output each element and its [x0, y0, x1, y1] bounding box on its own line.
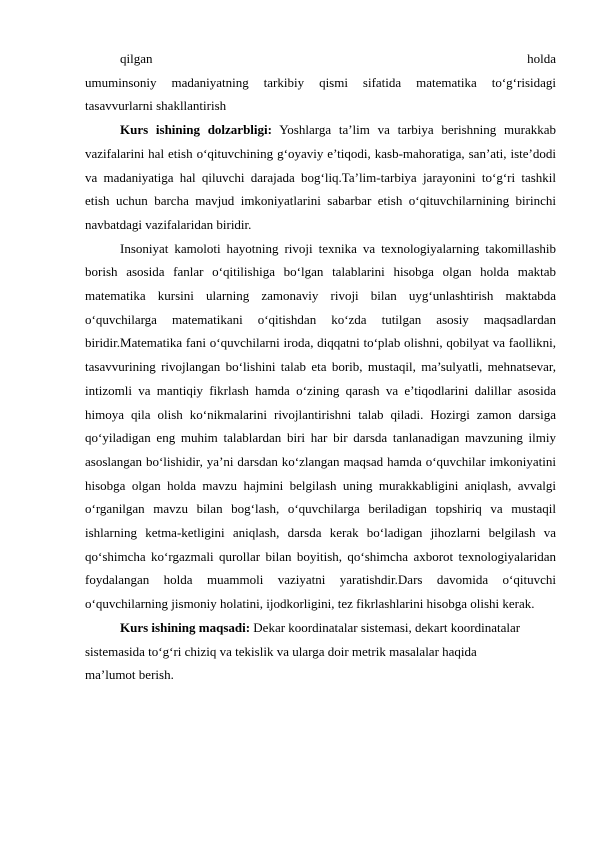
intro-word-left: qilgan — [120, 51, 153, 66]
goal-line1: Dekar koordinatalar sistemasi, dekart koordinatalar — [250, 619, 521, 635]
relevance-paragraph — [85, 118, 556, 237]
body-paragraph — [85, 237, 556, 616]
intro-paragraph — [85, 71, 556, 118]
intro-first-line — [85, 47, 556, 71]
body-text: Insoniyat kamoloti hayotning rivoji texnika va texnologiyalarning takomillashib borish asosida fanlar o‘qitilishiga bo‘lgan talablarini hisobga olgan holda maktab matematika kursini ularning zamonaviy rivoji bilan uyg‘unlashtirish maktabda o‘quvchilarga matematikani o‘qitishdan ko‘zda tutilgan asosiy maqsadlardan biridir.Matematika fani o‘quvchilarni iroda, diqqatni to‘plab olishni, qobilyat va faollikni, tasavvurining rivojlangan bo‘lishini talab eta borib, mustaqil, ma’sulyatli, mehnatsevar, intizomli va mantiqiy fikrlash hamda o‘zining qarash va e’tiqodlarini dalillar asosida himoya qila olish ko‘nikmalarini rivojlantirishni talab qiladi. Hozirgi zamon darsiga qo‘yiladigan eng muhim talablardan biri har bir darsda tanlanadigan mavzuning ilmiy asoslangan bo‘lishidir, ya’ni darsdan ko‘zlangan maqsad hamda o‘quvchilar imkoniyatini hisobga olgan holda mavzu hajmini belgilash uning murakkabligini aniqlash, avvalgi o‘rganilgan mavzu bilan bog‘lash, o‘quvchilarga beriladigan topshiriq va mustaqil ishlarning ketma-ketligini aniqlash, darsda kerak bo‘ladigan jihozlarni belgilash va qo‘shimcha ko‘rgazmali qurollar bilan boyitish, qo‘shimcha axborot texnologiyalaridan foydalangan holda muammoli vaziyatni yaratishdir.Dars davomida o‘qituvchi o‘quvchilarning jismoniy holatini, ijodkorligini, tez fikrlashlarini hisobga olishi kerak. — [85, 240, 556, 612]
relevance-heading: Kurs ishining dolzarbligi: — [120, 122, 272, 138]
goal-line2: sistemasida to‘g‘ri chiziq va tekislik va ularga doir metrik masalalar haqida — [85, 643, 477, 659]
goal-heading: Kurs ishining maqsadi: — [120, 619, 251, 635]
document-page — [85, 47, 556, 687]
intro-rest: umuminsoniy madaniyatning tarkibiy qismi sifatida matematika to‘g‘risidagi tasavvurlarni shakllantirish — [85, 74, 556, 114]
intro-word-right: holda — [527, 51, 556, 66]
relevance-text: Yoshlarga ta’lim va tarbiya berishning murakkab vazifalarini hal etish o‘qituvchining g‘oyaviy e’tiqodi, kasb-mahoratiga, san’ati, iste’dodi va madaniyatiga hal qiluvchi darajada bog‘liq.Ta’lim-tarbiya jarayonini to‘g‘ri tashkil etish uchun barcha mavjud imkoniyatlarini sabarbar etish o‘qituvchilarnining birinchi navbatdagi vazifalaridan biridir. — [85, 122, 556, 232]
goal-line3: ma’lumot berish. — [85, 667, 174, 683]
goal-paragraph — [85, 616, 556, 687]
